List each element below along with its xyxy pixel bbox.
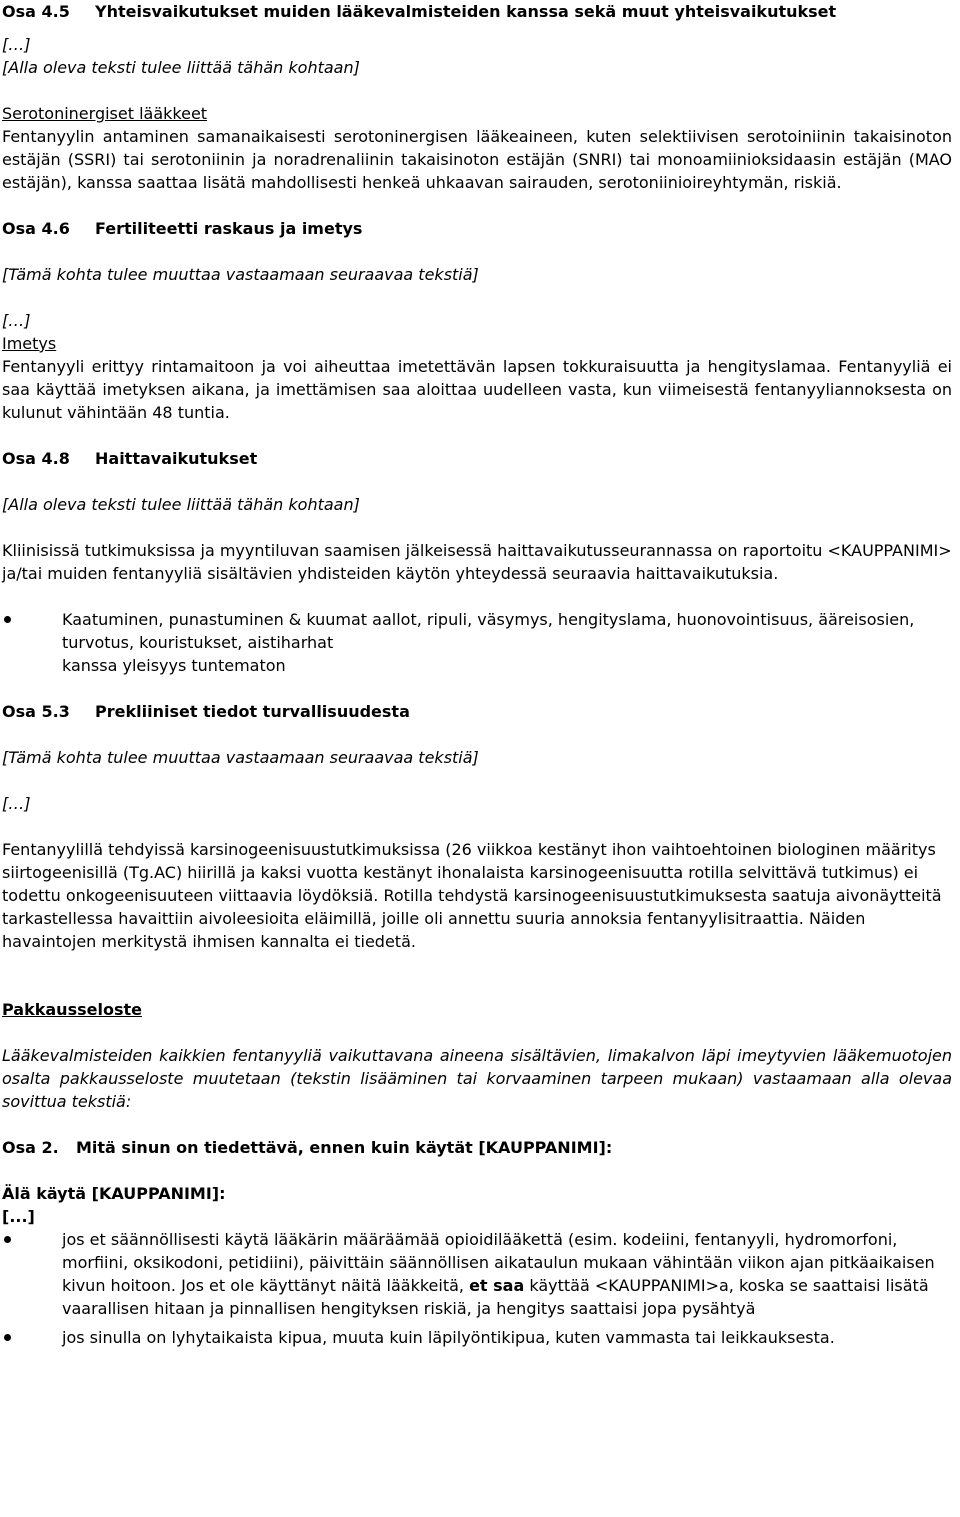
adverse-effects-list: [2, 608, 952, 677]
package-leaflet-heading: Pakkausseloste: [2, 1000, 142, 1019]
paragraph-adverse-effects: Kliinisissä tutkimuksissa ja myyntiluvan saamisen jälkeisessä haittavaikutusseurannassa on raportoitu <KAUPPANIMI> ja/tai muiden fentanyyliä sisältävien yhdisteiden käytön yhteydessä seuraavia haittavaikutuksia.: [2, 541, 952, 583]
do-not-use-heading: Älä käytä [KAUPPANIMI]:: [2, 1184, 226, 1203]
package-leaflet-intro: Lääkevalmisteiden kaikkien fentanyyliä vaikuttavana aineena sisältävien, limakalvon läpi imeytyvien lääkemuotojen osalta pakkausseloste muutetaan (tekstin lisääminen tai korvaaminen tarpeen mukaan) vastaamaan alla olevaa sovittua tekstiä:: [2, 1046, 952, 1111]
list-item-emphasis: et saa: [469, 1276, 525, 1295]
section-heading-5-3: [2, 700, 952, 723]
list-item: [2, 1326, 952, 1349]
ellipsis-marker: […]: [2, 35, 31, 54]
section-title: Fertiliteetti raskaus ja imetys: [95, 219, 363, 238]
section-number: Osa 5.3: [2, 702, 70, 721]
section-number: Osa 4.8: [2, 449, 70, 468]
paragraph-serotonergic: Fentanyylin antaminen samanaikaisesti serotoninergisen lääkeaineen, kuten selektiivisen serotoiniinin takaisinoton estäjän (SSRI) tai serotoniinin ja noradrenaliinin takaisinoton estäjän (SNRI) tai monoamiinioksidaasin estäjän (MAO estäjän), kanssa saattaa lisätä mahdollisesti henkeä uhkaavan sairauden, serotoniinioireyhtymän, riskiä.: [2, 127, 952, 192]
ellipsis-marker: […]: [2, 311, 31, 330]
section-title: Haittavaikutukset: [95, 449, 258, 468]
list-item-text: Kaatuminen, punastuminen & kuumat aallot, ripuli, väsymys, hengityslama, huonovointisuus, ääreisosien, turvotus, kouristukset, aistiharhat: [62, 610, 915, 652]
editorial-note: [Alla oleva teksti tulee liittää tähän kohtaan]: [2, 58, 360, 77]
list-item-text: jos et säännöllisesti käytä lääkärin määräämää opioidilääkettä (esim. kodeiini, fentanyyli, hydromorfoni, morfiini, oksikodoni, petidiini), päivittäin säännöllisen aikataulun mukaan vähintään viikon ajan pitkäaikaisen kivun hoitoon. Jos et ole käyttänyt näitä lääkkeitä,: [62, 1230, 935, 1295]
editorial-note: [Tämä kohta tulee muuttaa vastaamaan seuraavaa tekstiä]: [2, 748, 479, 767]
paragraph-preclinical: Fentanyylillä tehdyissä karsinogeenisuustutkimuksissa (26 viikkoa kestänyt ihon vaihtoehtoinen biologinen määritys siirtogeenisillä (Tg.AC) hiirillä ja kaksi vuotta kestänyt ihonalaista karsinogeenisuutta rotilla selvittävä tutkimus) ei todettu onkogeenisuuteen viittaavia löydöksiä. Rotilla tehdystä karsinogeenisuustutkimuksesta saatuja aivonäytteitä tarkastellessa havaittiin aivoleesioita eläimillä, joille oli annettu suuria annoksia fentanyylisitraattia. Näiden havaintojen merkitystä ihmisen kannalta ei tiedetä.: [2, 840, 942, 951]
subheading-breastfeeding: Imetys: [2, 334, 57, 353]
bullet-icon: [4, 1334, 11, 1341]
section-heading-4-6: [2, 217, 952, 240]
section-number: Osa 2.: [2, 1138, 59, 1157]
section-heading-4-8: [2, 447, 952, 470]
section-number: Osa 4.6: [2, 219, 70, 238]
list-item: [2, 608, 952, 677]
list-item-frequency: kanssa yleisyys tuntematon: [62, 656, 286, 675]
list-item: [2, 1228, 952, 1320]
list-item-text: jos sinulla on lyhytaikaista kipua, muuta kuin läpilyöntikipua, kuten vammasta tai leikkauksesta.: [62, 1328, 835, 1347]
bullet-icon: [4, 1236, 11, 1243]
editorial-note: [Tämä kohta tulee muuttaa vastaamaan seuraavaa tekstiä]: [2, 265, 479, 284]
list-item-text-continued: käyttää <KAUPPANIMI>a, koska se saattaisi lisätä vaarallisen hitaan ja pinnallisen hengityksen riskiä, ja hengitys saattaisi jopa pysähtyä: [62, 1276, 929, 1318]
contraindications-list: [2, 1228, 952, 1349]
section-title: Yhteisvaikutukset muiden lääkevalmisteiden kanssa sekä muut yhteisvaikutukset: [95, 2, 837, 21]
bullet-icon: [4, 616, 11, 623]
section-title: Mitä sinun on tiedettävä, ennen kuin käytät [KAUPPANIMI]:: [76, 1138, 613, 1157]
subheading-serotonergic: Serotoninergiset lääkkeet: [2, 104, 208, 123]
section-heading-2: [2, 1136, 952, 1159]
section-heading-4-5: [2, 0, 952, 23]
section-title: Prekliiniset tiedot turvallisuudesta: [95, 702, 410, 721]
section-number: Osa 4.5: [2, 2, 70, 21]
ellipsis-marker: [...]: [2, 1207, 35, 1226]
ellipsis-marker: […]: [2, 794, 31, 813]
editorial-note: [Alla oleva teksti tulee liittää tähän kohtaan]: [2, 495, 360, 514]
paragraph-breastfeeding: Fentanyyli erittyy rintamaitoon ja voi aiheuttaa imetettävän lapsen tokkuraisuutta ja hengityslamaa. Fentanyyliä ei saa käyttää imetyksen aikana, ja imettämisen saa aloittaa uudelleen vasta, kun viimeisestä fentanyyliannoksesta on kulunut vähintään 48 tuntia.: [2, 357, 952, 422]
